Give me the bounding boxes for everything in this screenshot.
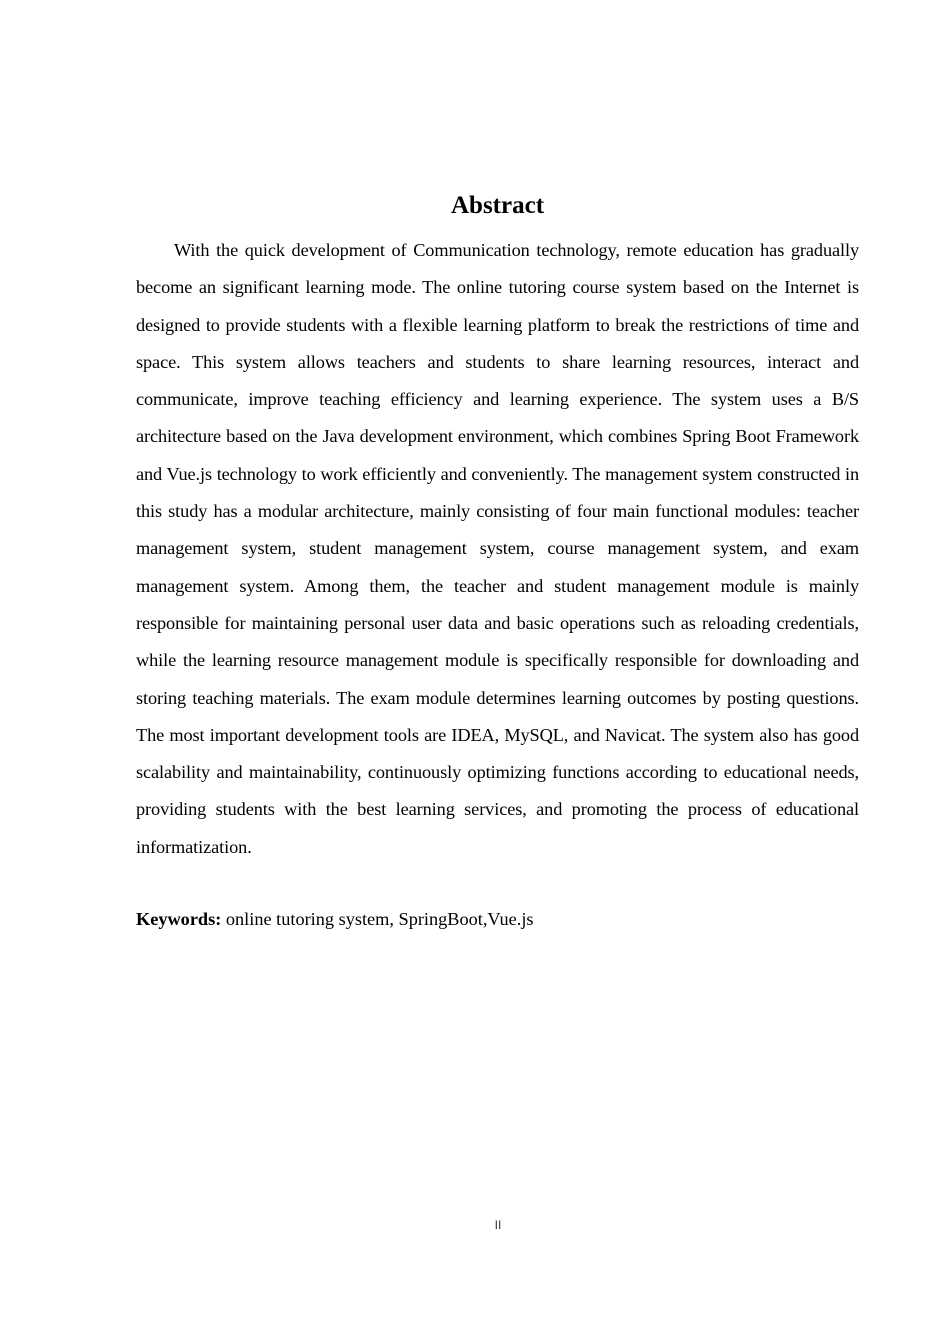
keywords-label: Keywords: xyxy=(136,909,222,929)
abstract-title: Abstract xyxy=(450,192,545,219)
abstract-paragraph: With the quick development of Communication technology, remote education has gradually become an significant learning mode. The online tutoring course system based on the Internet is designed to provide students with a flexible learning platform to break the restrictions of time and space. This system allows teachers and students to share learning resources, interact and communicate, improve teaching efficiency and learning experience. The system uses a B/S architecture based on the Java development environment, which combines Spring Boot Framework and Vue.js technology to work efficiently and conveniently. The management system constructed in this study has a modular architecture, mainly consisting of four main functional modules: teacher management system, student management system, course management system, and exam management system. Among them, the teacher and student management module is mainly responsible for maintaining personal user data and basic operations such as reloading credentials, while the learning resource management module is specifically responsible for downloading and storing teaching materials. The exam module determines learning outcomes by posting questions. The most important development tools are IDEA, MySQL, and Navicat. The system also has good scalability and maintainability, continuously optimizing functions according to educational needs, providing students with the best learning services, and promoting the process of educational informatization. xyxy=(136,240,859,857)
page-number: II xyxy=(494,1218,502,1232)
keywords-value: online tutoring system, SpringBoot,Vue.js xyxy=(221,909,534,929)
keywords-line xyxy=(136,901,859,938)
